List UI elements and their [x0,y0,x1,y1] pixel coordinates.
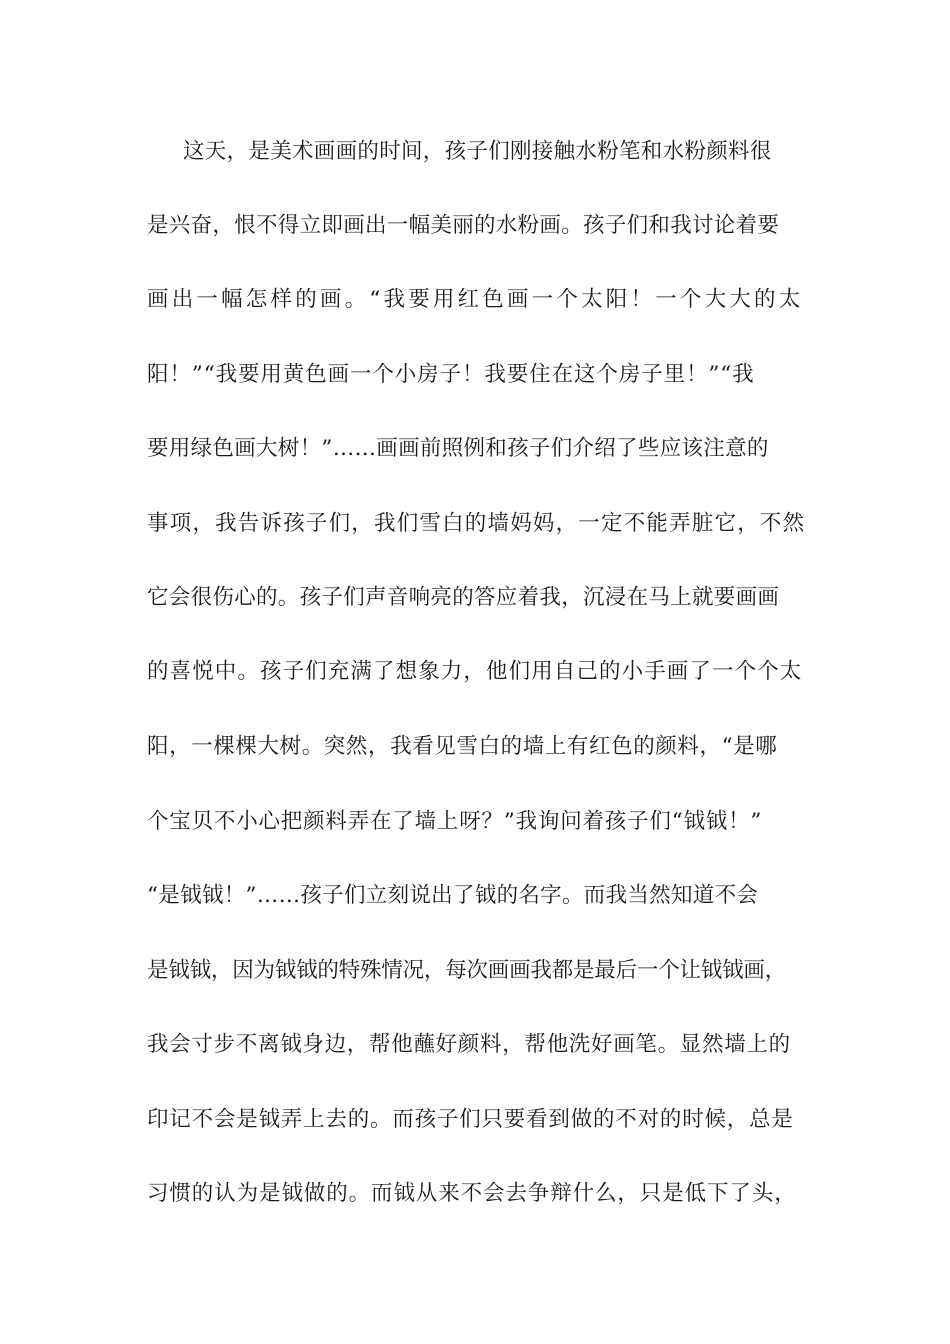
paragraph-line: 要用绿色画大树！”……画画前照例和孩子们介绍了些应该注意的 [147,436,769,461]
paragraph-line: 的喜悦中。孩子们充满了想象力，他们用自己的小手画了一个个太 [147,659,803,684]
paragraph-line: 习惯的认为是钺做的。而钺从来不会去争辩什么，只是低下了头， [147,1181,797,1206]
paragraph-line: 我会寸步不离钺身边，帮他蘸好颜料，帮他洗好画笔。显然墙上的 [147,1032,791,1057]
paragraph-line: 事项，我告诉孩子们，我们雪白的墙妈妈，一定不能弄脏它，不然 [147,511,806,536]
paragraph-line: 印记不会是钺弄上去的。而孩子们只要看到做的不对的时候，总是 [147,1107,794,1132]
paragraph-line: 是钺钺，因为钺钺的特殊情况，每次画画我都是最后一个让钺钺画， [147,958,787,983]
paragraph-line: 它会很伤心的。孩子们声音响亮的答应着我，沉浸在马上就要画画 [147,585,780,610]
paragraph-line: 阳！”“我要用黄色画一个小房子！我要住在这个房子里！”“我 [147,362,755,387]
paragraph-line: 阳，一棵棵大树。突然，我看见雪白的墙上有红色的颜料，“是哪 [147,734,778,759]
paragraph-line: 是兴奋，恨不得立即画出一幅美丽的水粉画。孩子们和我讨论着要 [147,213,780,238]
paragraph-line: 画出一幅怎样的画。“我要用红色画一个太阳！一个大大的太 [147,287,804,312]
paragraph-line: 这天，是美术画画的时间，孩子们刚接触水粉笔和水粉颜料很 [183,139,772,164]
paragraph-line: “是钺钺！”……孩子们立刻说出了钺的名字。而我当然知道不会 [147,883,759,908]
paragraph-line: 个宝贝不小心把颜料弄在了墙上呀？”我询问着孩子们“钺钺！” [147,809,763,834]
